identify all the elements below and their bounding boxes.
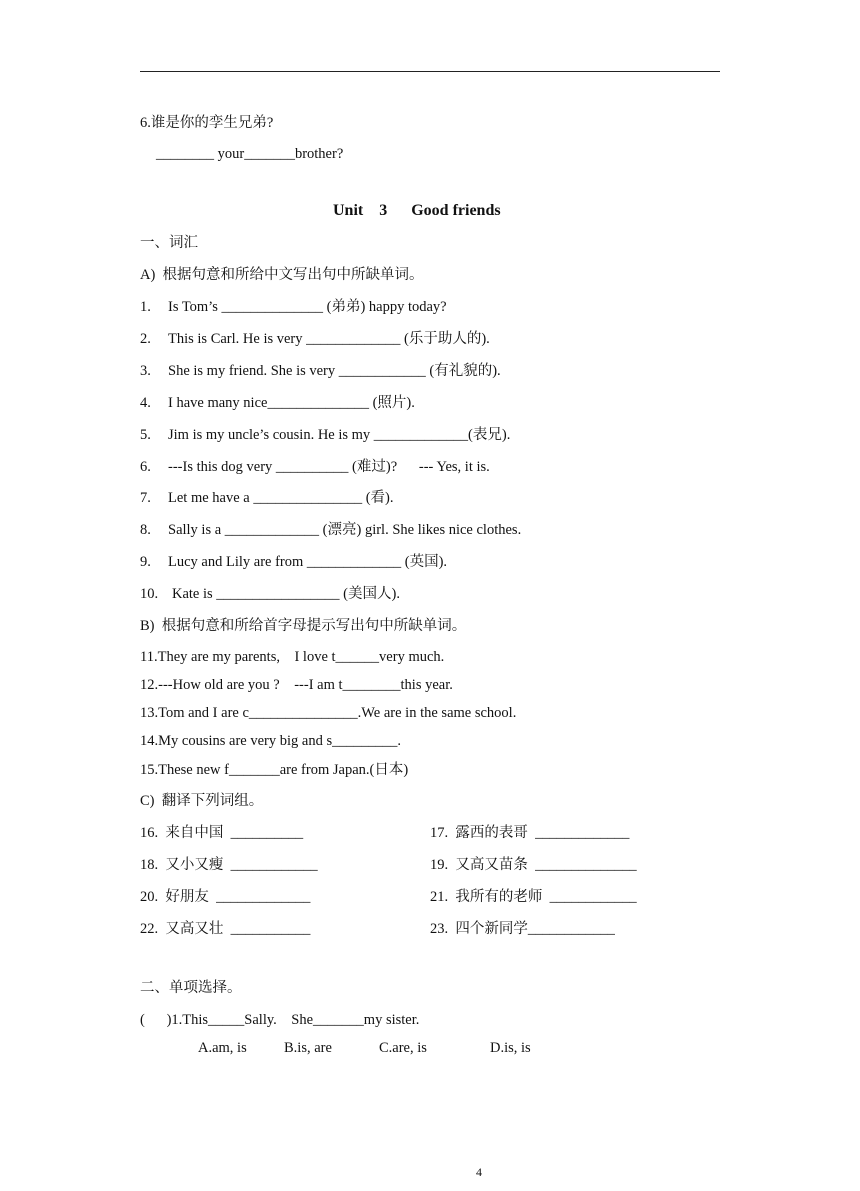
- partB-item: 11.They are my parents, I love t______very much.: [140, 649, 445, 665]
- q6-answer: ________ your_______brother?: [156, 146, 344, 162]
- partA-num: 3.: [140, 363, 151, 379]
- partA-num: 10.: [140, 586, 159, 602]
- partA-item: Kate is _________________ (美国人).: [172, 586, 400, 602]
- partA-item: Lucy and Lily are from _____________ (英国).: [168, 554, 448, 570]
- partC-item: 19. 又高又苗条 ______________: [430, 857, 637, 873]
- partB-item: 13.Tom and I are c_______________.We are in the same school.: [140, 705, 517, 721]
- partA-item: I have many nice______________ (照片).: [168, 395, 415, 411]
- partA-instruction: A) 根据句意和所给中文写出句中所缺单词。: [140, 267, 424, 283]
- q6-question: 6.谁是你的孪生兄弟?: [140, 115, 274, 131]
- partB-item: 12.---How old are you ? ---I am t________this year.: [140, 677, 453, 693]
- partA-num: 1.: [140, 299, 151, 315]
- partB-item: 15.These new f_______are from Japan.(日本): [140, 762, 409, 778]
- option-d: D.is, is: [490, 1040, 531, 1056]
- partA-item: Sally is a _____________ (漂亮) girl. She likes nice clothes.: [168, 522, 522, 538]
- option-b: B.is, are: [284, 1040, 332, 1056]
- unit-title: Unit 3 Good friends: [333, 202, 501, 219]
- partB-instruction: B) 根据句意和所给首字母提示写出句中所缺单词。: [140, 618, 467, 634]
- partC-item: 23. 四个新同学____________: [430, 921, 615, 937]
- partC-item: 16. 来自中国 __________: [140, 825, 304, 841]
- option-a: A.am, is: [198, 1040, 247, 1056]
- partC-instruction: C) 翻译下列词组。: [140, 793, 264, 809]
- partC-item: 22. 又高又壮 ___________: [140, 921, 311, 937]
- partA-num: 4.: [140, 395, 151, 411]
- section1-heading: 一、词汇: [140, 235, 198, 251]
- partC-item: 17. 露西的表哥 _____________: [430, 825, 630, 841]
- partA-item: Let me have a _______________ (看).: [168, 490, 394, 506]
- partA-num: 8.: [140, 522, 151, 538]
- option-c: C.are, is: [379, 1040, 427, 1056]
- partC-item: 21. 我所有的老师 ____________: [430, 889, 637, 905]
- partA-item: Jim is my uncle’s cousin. He is my _____________(表兄).: [168, 427, 511, 443]
- partA-item: This is Carl. He is very _____________ (乐于助人的).: [168, 331, 490, 347]
- partC-item: 18. 又小又瘦 ____________: [140, 857, 318, 873]
- page-number: 4: [476, 1165, 482, 1179]
- partA-num: 9.: [140, 554, 151, 570]
- section2-q1: ( )1.This_____Sally. She_______my sister.: [140, 1012, 420, 1028]
- partA-item: ---Is this dog very __________ (难过)? --- Yes, it is.: [168, 459, 490, 475]
- partA-num: 5.: [140, 427, 151, 443]
- partB-item: 14.My cousins are very big and s_________.: [140, 733, 401, 749]
- partA-item: She is my friend. She is very ____________ (有礼貌的).: [168, 363, 501, 379]
- header-rule: [140, 71, 720, 72]
- section2-heading: 二、单项选择。: [140, 980, 242, 996]
- partA-num: 7.: [140, 490, 151, 506]
- partC-item: 20. 好朋友 _____________: [140, 889, 311, 905]
- partA-num: 6.: [140, 459, 151, 475]
- partA-item: Is Tom’s ______________ (弟弟) happy today?: [168, 299, 447, 315]
- partA-num: 2.: [140, 331, 151, 347]
